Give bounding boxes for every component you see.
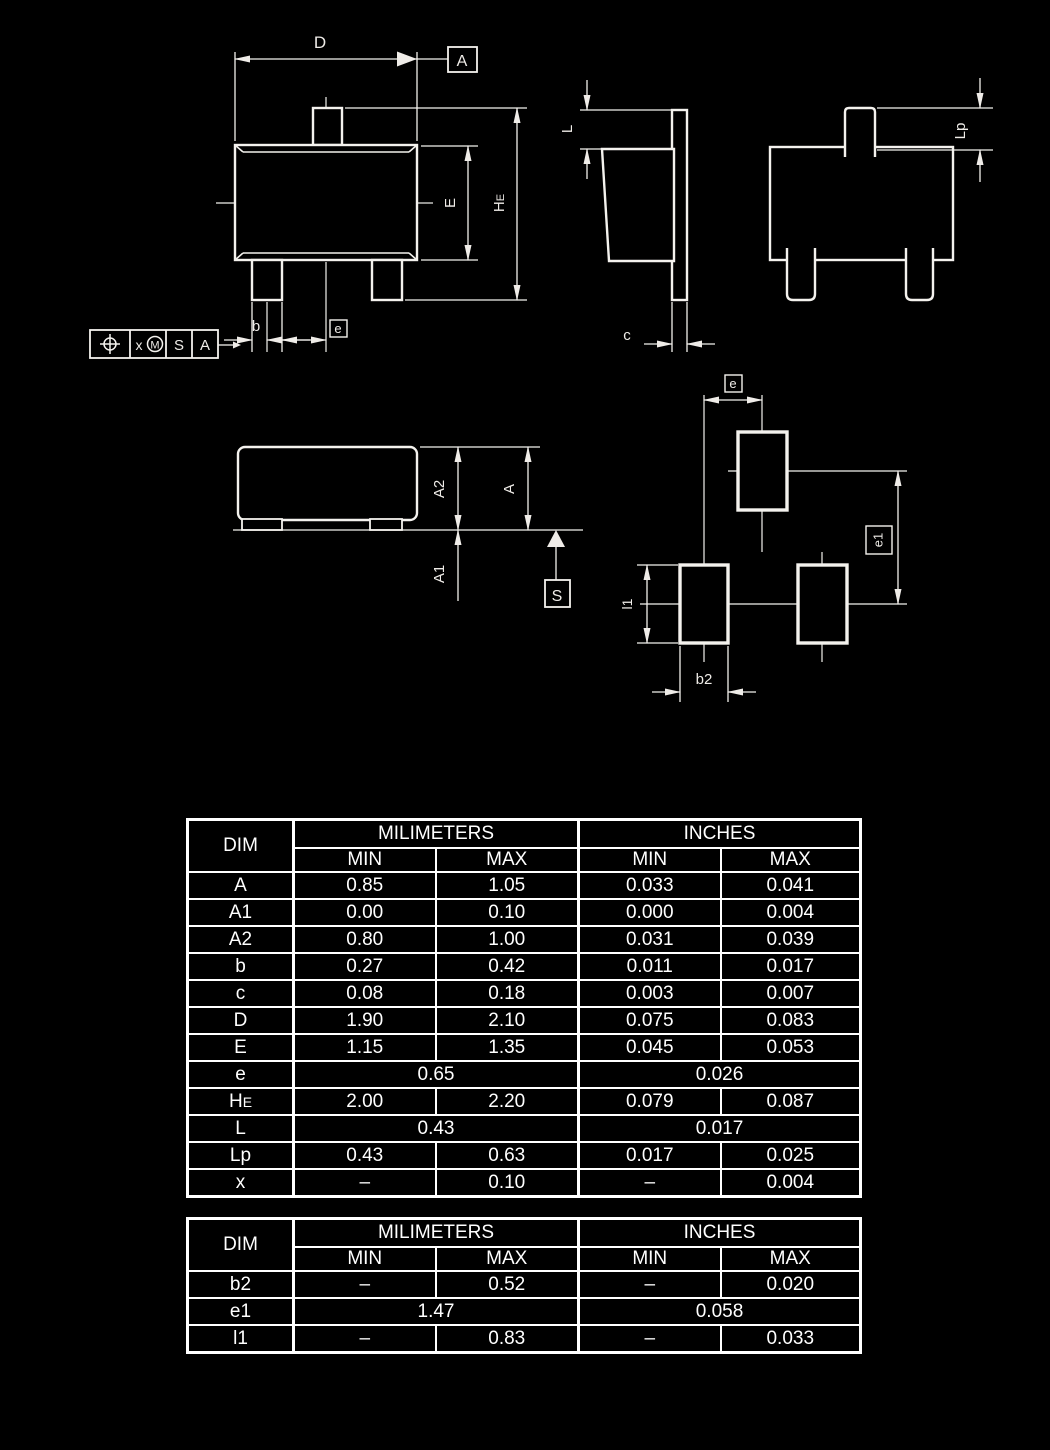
table-header-row xyxy=(188,1219,861,1248)
header-dim: DIM xyxy=(188,1219,294,1272)
dimension-table-land-pattern xyxy=(186,1217,862,1354)
table-row-merged xyxy=(188,1061,861,1088)
table-row xyxy=(188,1325,861,1353)
land-pad-top xyxy=(738,432,787,510)
value-cell: 0.004 xyxy=(721,899,861,926)
header-mm-min: MIN xyxy=(294,848,436,872)
fcf-mmc-label: M xyxy=(150,339,160,352)
fcf-datum-a-label: A xyxy=(199,337,211,354)
value-cell: 2.00 xyxy=(294,1088,436,1115)
dim-label-A2: A2 xyxy=(431,479,448,499)
header-mm-min: MIN xyxy=(294,1247,436,1271)
land-pattern-view xyxy=(619,375,907,702)
value-cell: – xyxy=(294,1271,436,1298)
value-cell: 0.85 xyxy=(294,872,436,899)
dim-label-HE: HE xyxy=(491,193,508,213)
dim-cell: A2 xyxy=(188,926,294,953)
header-in-min: MIN xyxy=(579,1247,721,1271)
datum-triangle-icon xyxy=(547,530,565,547)
table-row xyxy=(188,1142,861,1169)
value-cell: 0.004 xyxy=(721,1169,861,1197)
table-row xyxy=(188,872,861,899)
bottom-left-lead xyxy=(252,260,282,300)
header-millimeters: MILIMETERS xyxy=(294,1219,579,1248)
dim-c xyxy=(644,302,715,352)
value-cell: 1.00 xyxy=(436,926,579,953)
value-cell: 0.020 xyxy=(721,1271,861,1298)
dim-cell: e1 xyxy=(188,1298,294,1325)
top-lead xyxy=(313,108,342,145)
table-row xyxy=(188,1088,861,1115)
header-millimeters: MILIMETERS xyxy=(294,820,579,849)
value-cell: 0.045 xyxy=(579,1034,721,1061)
table-row xyxy=(188,899,861,926)
dim-cell: HE xyxy=(188,1088,294,1115)
table-row xyxy=(188,980,861,1007)
dim-cell: A xyxy=(188,872,294,899)
value-cell-merged: 0.65 xyxy=(294,1061,579,1088)
dim-label-A1: A1 xyxy=(431,564,448,584)
value-cell: 0.033 xyxy=(579,872,721,899)
package-body-top-view xyxy=(235,145,417,260)
value-cell: 2.10 xyxy=(436,1007,579,1034)
value-cell: 1.05 xyxy=(436,872,579,899)
value-cell: 0.10 xyxy=(436,899,579,926)
header-dim: DIM xyxy=(188,820,294,873)
value-cell-merged: 0.026 xyxy=(579,1061,861,1088)
fcf-tolerance-label: x xyxy=(135,337,143,353)
front-view xyxy=(770,78,993,300)
value-cell: 0.43 xyxy=(294,1142,436,1169)
dim-label-Lp: Lp xyxy=(952,122,969,140)
dim-label-lp-l1: l1 xyxy=(619,598,635,610)
table-row xyxy=(188,1169,861,1197)
value-cell: 0.033 xyxy=(721,1325,861,1353)
datum-a-label: A xyxy=(456,53,468,70)
package-body-side-view xyxy=(602,149,674,261)
table-header-row xyxy=(188,820,861,849)
dim-label-c: c xyxy=(623,327,631,344)
dim-cell: Lp xyxy=(188,1142,294,1169)
fcf-leader-arrow xyxy=(233,342,241,349)
dim-cell: l1 xyxy=(188,1325,294,1353)
dim-label-E: E xyxy=(442,197,459,209)
header-inches: INCHES xyxy=(579,820,861,849)
value-cell: 0.007 xyxy=(721,980,861,1007)
header-in-min: MIN xyxy=(579,848,721,872)
value-cell: 0.42 xyxy=(436,953,579,980)
value-cell: 1.15 xyxy=(294,1034,436,1061)
value-cell: – xyxy=(294,1325,436,1353)
value-cell: 0.83 xyxy=(436,1325,579,1353)
package-body-elevation xyxy=(238,447,417,520)
value-cell: 0.27 xyxy=(294,953,436,980)
value-cell: 0.025 xyxy=(721,1142,861,1169)
value-cell: 0.80 xyxy=(294,926,436,953)
header-mm-max: MAX xyxy=(436,1247,579,1271)
table-row xyxy=(188,1007,861,1034)
dimension-table-main xyxy=(186,818,862,1198)
dim-cell: A1 xyxy=(188,899,294,926)
value-cell: 2.20 xyxy=(436,1088,579,1115)
table-row xyxy=(188,926,861,953)
package-body-front-view xyxy=(770,147,953,260)
value-cell: 1.35 xyxy=(436,1034,579,1061)
dim-cell: e xyxy=(188,1061,294,1088)
dim-cell: x xyxy=(188,1169,294,1197)
dim-label-lp-e: e xyxy=(729,376,737,391)
table-row-merged xyxy=(188,1298,861,1325)
value-cell: – xyxy=(579,1169,721,1197)
value-cell: 0.52 xyxy=(436,1271,579,1298)
side-view xyxy=(559,80,715,352)
dim-cell: D xyxy=(188,1007,294,1034)
value-cell: 0.079 xyxy=(579,1088,721,1115)
value-cell: 0.10 xyxy=(436,1169,579,1197)
value-cell: 0.075 xyxy=(579,1007,721,1034)
value-cell: 0.017 xyxy=(579,1142,721,1169)
value-cell: 0.083 xyxy=(721,1007,861,1034)
value-cell: 0.63 xyxy=(436,1142,579,1169)
elevation-right-foot xyxy=(370,519,402,530)
value-cell: – xyxy=(294,1169,436,1197)
value-cell: 1.90 xyxy=(294,1007,436,1034)
table-row xyxy=(188,1034,861,1061)
value-cell: 0.017 xyxy=(721,953,861,980)
land-pad-bottom-left xyxy=(680,565,728,643)
value-cell: – xyxy=(579,1271,721,1298)
value-cell-merged: 0.058 xyxy=(579,1298,861,1325)
header-inches: INCHES xyxy=(579,1219,861,1248)
top-view xyxy=(216,33,527,352)
value-cell: 0.08 xyxy=(294,980,436,1007)
dim-cell: E xyxy=(188,1034,294,1061)
bottom-right-lead xyxy=(372,260,402,300)
dim-label-b: b xyxy=(251,318,261,335)
dim-label-lp-b2: b2 xyxy=(695,671,713,688)
dim-label-D: D xyxy=(313,33,327,52)
dim-label-A: A xyxy=(501,483,518,495)
value-cell-merged: 0.43 xyxy=(294,1115,579,1142)
header-mm-max: MAX xyxy=(436,848,579,872)
value-cell: 0.011 xyxy=(579,953,721,980)
dim-cell: b xyxy=(188,953,294,980)
dim-label-lp-e1: e1 xyxy=(870,532,886,548)
value-cell: 0.087 xyxy=(721,1088,861,1115)
value-cell: 0.18 xyxy=(436,980,579,1007)
value-cell-merged: 0.017 xyxy=(579,1115,861,1142)
front-top-lead xyxy=(845,108,875,157)
value-cell: 0.003 xyxy=(579,980,721,1007)
table-row-merged xyxy=(188,1115,861,1142)
dim-cell: b2 xyxy=(188,1271,294,1298)
position-symbol-icon xyxy=(100,334,120,354)
elevation-left-foot xyxy=(242,519,282,530)
land-pad-bottom-right xyxy=(798,565,847,643)
table-row xyxy=(188,1271,861,1298)
datum-leader-arrow xyxy=(397,52,417,67)
value-cell: 0.039 xyxy=(721,926,861,953)
fcf-datum-s-label: S xyxy=(173,337,185,354)
header-in-max: MAX xyxy=(721,848,861,872)
value-cell: 0.000 xyxy=(579,899,721,926)
value-cell: 0.041 xyxy=(721,872,861,899)
dim-cell: c xyxy=(188,980,294,1007)
datum-s-label: S xyxy=(551,588,563,605)
value-cell: 0.053 xyxy=(721,1034,861,1061)
dim-label-L: L xyxy=(559,124,576,134)
dim-label-e: e xyxy=(334,321,342,336)
header-in-max: MAX xyxy=(721,1247,861,1271)
value-cell: 0.031 xyxy=(579,926,721,953)
front-bottom-right-lead xyxy=(906,248,933,300)
front-bottom-left-lead xyxy=(787,248,815,300)
value-cell: – xyxy=(579,1325,721,1353)
value-cell-merged: 1.47 xyxy=(294,1298,579,1325)
dim-cell: L xyxy=(188,1115,294,1142)
elevation-view xyxy=(233,447,583,607)
table-row xyxy=(188,953,861,980)
value-cell: 0.00 xyxy=(294,899,436,926)
feature-control-frame xyxy=(90,330,241,358)
